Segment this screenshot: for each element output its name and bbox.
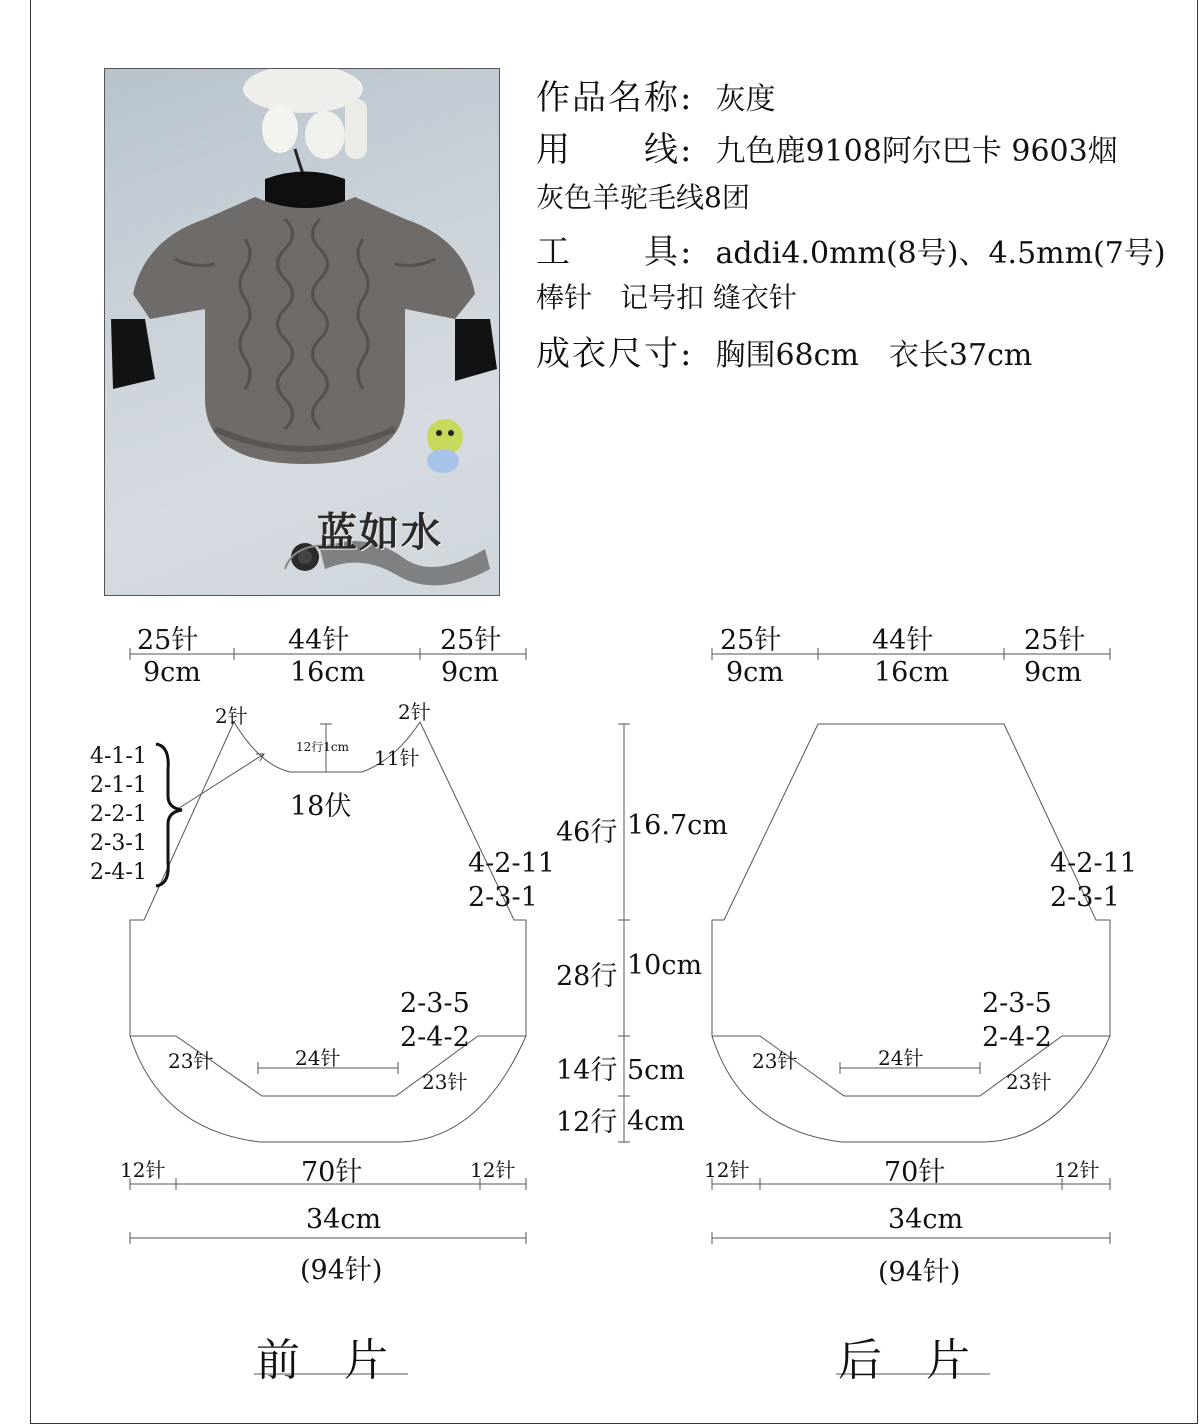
front-width-cm: 34cm — [306, 1204, 382, 1235]
signature: 蓝如水 — [317, 509, 443, 556]
row-count-1: 46行 — [556, 817, 618, 848]
front-left-dec-1: 4-1-1 — [90, 744, 147, 769]
back-top-center-cm: 16cm — [874, 657, 950, 688]
back-hem-center: 24针 — [878, 1046, 924, 1070]
front-top-right-stitches: 25针 — [440, 625, 502, 656]
front-hem-dec-1: 2-3-5 — [400, 988, 470, 1019]
front-hem-dec-2: 2-4-2 — [400, 1022, 470, 1053]
front-left-dec-2: 2-1-1 — [90, 773, 147, 798]
back-top-right-cm: 9cm — [1024, 657, 1082, 688]
back-raglan-1: 4-2-11 — [1050, 848, 1137, 879]
back-hem-right: 23针 — [1006, 1070, 1052, 1094]
name-value: 灰度 — [715, 82, 776, 117]
front-bottom-left: 12针 — [120, 1158, 166, 1182]
cm-4: 4cm — [627, 1106, 685, 1137]
tools-value-2: 棒针 记号扣 缝衣针 — [536, 281, 797, 314]
front-hem-center: 24针 — [295, 1046, 341, 1070]
yarn-value: 九色鹿9108阿尔巴卡 9603烟 — [715, 134, 1118, 169]
front-neck-depth: 12行1cm — [296, 740, 350, 754]
back-top-left-stitches: 25针 — [720, 625, 782, 656]
front-raglan-1: 4-2-11 — [468, 848, 555, 879]
back-width-st: (94针) — [878, 1257, 961, 1288]
front-top-center-stitches: 44针 — [288, 625, 350, 656]
cm-2: 10cm — [627, 950, 703, 981]
front-top-left-cm: 9cm — [143, 657, 201, 688]
row-count-4: 12行 — [556, 1107, 618, 1138]
back-bottom-center: 70针 — [884, 1157, 946, 1188]
back-hem-dec-2: 2-4-2 — [982, 1022, 1052, 1053]
back-top-left-cm: 9cm — [726, 657, 784, 688]
back-raglan-2: 2-3-1 — [1050, 882, 1120, 913]
tools-label: 工 具: — [536, 232, 694, 272]
front-top-left-stitches: 25针 — [137, 625, 199, 656]
back-title: 后 片 — [838, 1335, 970, 1386]
tools-value: addi4.0mm(8号)、4.5mm(7号) — [715, 236, 1166, 271]
front-title: 前 片 — [256, 1335, 388, 1386]
front-neck-side: 11针 — [374, 746, 420, 770]
yarn-value-2: 灰色羊驼毛线8团 — [536, 181, 750, 214]
front-left-dec-5: 2-4-1 — [90, 860, 147, 885]
front-neck-bind: 18伏 — [290, 791, 352, 822]
front-left-dec-4: 2-3-1 — [90, 831, 147, 856]
row-count-3: 14行 — [556, 1055, 618, 1086]
front-top-center-cm: 16cm — [290, 657, 366, 688]
front-bottom-right: 12针 — [470, 1158, 516, 1182]
front-hem-left: 23针 — [168, 1049, 214, 1073]
back-bottom-right: 12针 — [1054, 1158, 1100, 1182]
back-top-right-stitches: 25针 — [1024, 625, 1086, 656]
row-count-2: 28行 — [556, 961, 618, 992]
front-right-peak: 2针 — [398, 700, 431, 724]
back-hem-left: 23针 — [752, 1049, 798, 1073]
front-left-dec-3: 2-2-1 — [90, 802, 147, 827]
back-bottom-left: 12针 — [704, 1158, 750, 1182]
back-width-cm: 34cm — [888, 1204, 964, 1235]
name-label: 作品名称: — [536, 78, 694, 118]
front-left-peak: 2针 — [215, 704, 248, 728]
front-bottom-center: 70针 — [301, 1157, 363, 1188]
front-top-right-cm: 9cm — [441, 657, 499, 688]
front-width-st: (94针) — [300, 1255, 383, 1286]
back-top-center-stitches: 44针 — [872, 625, 934, 656]
cm-1: 16.7cm — [627, 810, 728, 841]
cm-3: 5cm — [627, 1055, 685, 1086]
yarn-label: 用 线: — [536, 130, 694, 170]
back-hem-dec-1: 2-3-5 — [982, 988, 1052, 1019]
size-value: 胸围68cm 衣长37cm — [715, 338, 1033, 373]
front-raglan-2: 2-3-1 — [468, 882, 538, 913]
front-hem-right: 23针 — [422, 1070, 468, 1094]
size-label: 成衣尺寸: — [536, 334, 694, 374]
